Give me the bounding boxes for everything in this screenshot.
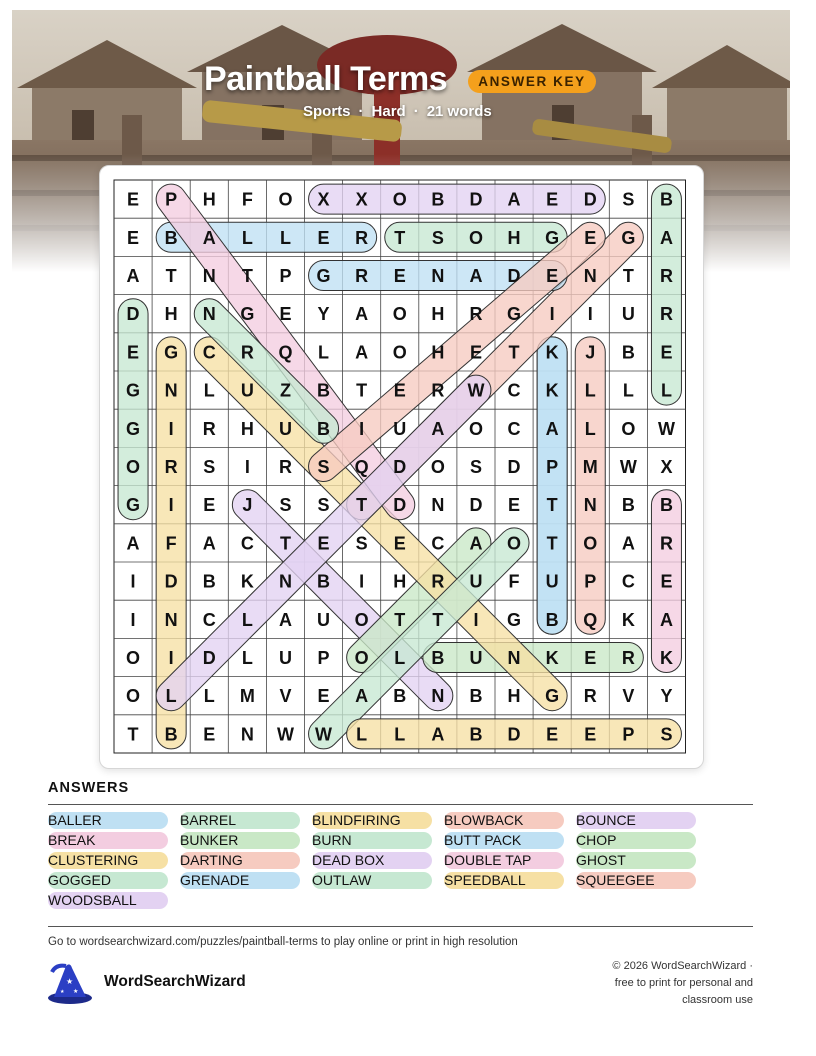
grid-letter: D: [507, 457, 521, 477]
grid-letter: P: [165, 189, 178, 210]
grid-letter: K: [659, 648, 673, 668]
brand-name: WordSearchWizard: [104, 973, 246, 990]
grid-letter: H: [164, 304, 178, 325]
grid-letter: G: [316, 266, 331, 286]
answer-word: BUTT PACK: [444, 832, 564, 849]
grid-letter: T: [241, 266, 253, 286]
grid-letter: L: [584, 380, 596, 401]
grid-letter: N: [507, 648, 521, 668]
grid-letter: B: [469, 724, 483, 745]
grid-letter: D: [202, 648, 216, 668]
grid-letter: L: [279, 227, 291, 248]
grid-letter: R: [355, 227, 369, 248]
grid-letter: R: [659, 304, 673, 325]
grid-letter: O: [468, 227, 483, 248]
grid-letter: E: [546, 189, 559, 210]
grid-letter: R: [431, 380, 445, 401]
grid-letter: L: [394, 724, 406, 745]
grid-letter: O: [278, 189, 293, 210]
grid-letter: P: [546, 457, 559, 477]
grid-letter: B: [621, 495, 635, 516]
grid-letter: B: [431, 189, 445, 210]
grid-letter: K: [545, 380, 559, 401]
grid-letter: U: [317, 609, 331, 630]
difficulty-label: Hard: [371, 103, 406, 120]
grid-letter: I: [168, 648, 174, 668]
grid-letter: I: [168, 495, 174, 516]
grid-letter: B: [393, 686, 407, 707]
grid-letter: I: [130, 609, 136, 630]
grid-letter: T: [394, 609, 406, 630]
grid-letter: G: [126, 418, 141, 439]
grid-letter: A: [126, 266, 140, 286]
grid-letter: D: [507, 724, 521, 745]
grid-letter: P: [279, 266, 292, 286]
grid-letter: W: [467, 380, 485, 401]
grid-letter: L: [584, 418, 596, 439]
grid-letter: U: [278, 418, 292, 439]
answer-word: BALLER: [48, 812, 168, 829]
grid-letter: L: [241, 609, 253, 630]
grid-letter: F: [241, 189, 253, 210]
license-line-1: free to print for personal and: [614, 977, 753, 989]
answer-word: CLUSTERING: [48, 852, 168, 869]
grid-letter: X: [355, 189, 368, 210]
answer-word: DEAD BOX: [312, 852, 432, 869]
grid-letter: W: [276, 724, 294, 745]
grid-letter: R: [583, 686, 597, 707]
grid-letter: T: [279, 533, 291, 554]
grid-letter: U: [240, 380, 254, 401]
grid-letter: E: [317, 533, 330, 554]
meta-separator: ·: [358, 103, 364, 120]
grid-letter: E: [393, 380, 406, 401]
grid-letter: K: [240, 571, 254, 592]
grid-letter: B: [202, 571, 216, 592]
license-line-2: classroom use: [682, 994, 753, 1006]
grid-letter: B: [431, 648, 445, 668]
grid-letter: A: [621, 533, 635, 554]
grid-letter: O: [354, 609, 369, 630]
grid-letter: G: [507, 304, 522, 325]
grid-letter: R: [659, 266, 673, 286]
answer-word: BOUNCE: [576, 812, 696, 829]
grid-letter: O: [468, 418, 483, 439]
grid-letter: O: [354, 648, 369, 668]
grid-letter: T: [622, 266, 634, 286]
grid-letter: G: [545, 227, 560, 248]
answer-word: CHOP: [576, 832, 696, 849]
grid-letter: A: [431, 724, 445, 745]
grid-letter: E: [279, 304, 292, 325]
grid-letter: T: [356, 380, 368, 401]
grid-letter: T: [546, 533, 558, 554]
grid-letter: U: [621, 304, 635, 325]
grid-letter: G: [545, 686, 560, 707]
answer-word: GOGGED: [48, 872, 168, 889]
answer-word: BLOWBACK: [444, 812, 564, 829]
grid-letter: Y: [317, 304, 330, 325]
copyright-notice: [553, 958, 753, 1009]
highlight-gogged: [118, 299, 148, 520]
grid-letter: S: [317, 495, 330, 516]
grid-letter: E: [469, 342, 482, 363]
grid-letter: I: [549, 304, 555, 325]
grid-letter: D: [393, 495, 407, 516]
grid-letter: D: [393, 457, 407, 477]
category-label: Sports: [303, 103, 351, 120]
grid-letter: P: [317, 648, 330, 668]
grid-letter: O: [126, 648, 141, 668]
svg-text:★: ★: [66, 977, 74, 986]
grid-letter: K: [545, 648, 559, 668]
grid-letter: H: [240, 418, 254, 439]
grid-letter: I: [359, 571, 365, 592]
grid-letter: N: [583, 266, 597, 286]
grid-letter: N: [240, 724, 254, 745]
grid-letter: V: [279, 686, 292, 707]
answer-key-badge: ANSWER KEY: [468, 70, 596, 93]
grid-letter: E: [660, 571, 673, 592]
grid-letter: N: [202, 266, 216, 286]
grid-letter: O: [126, 686, 141, 707]
grid-letter: E: [393, 533, 406, 554]
grid-letter: L: [318, 342, 330, 363]
grid-letter: E: [127, 227, 140, 248]
grid-letter: I: [587, 304, 593, 325]
grid-letter: L: [356, 724, 368, 745]
grid-letter: A: [202, 227, 216, 248]
grid-letter: L: [203, 686, 215, 707]
grid-letter: J: [242, 495, 253, 516]
grid-letter: B: [317, 380, 331, 401]
grid-letter: T: [508, 342, 520, 363]
highlight-dead-box: [309, 184, 606, 214]
grid-letter: L: [203, 380, 215, 401]
grid-letter: G: [126, 380, 141, 401]
answer-word: BURN: [312, 832, 432, 849]
grid-letter: E: [546, 724, 559, 745]
grid-letter: U: [545, 571, 559, 592]
grid-letter: A: [202, 533, 216, 554]
grid-letter: A: [659, 227, 673, 248]
grid-letter: S: [355, 533, 368, 554]
grid-letter: A: [355, 686, 369, 707]
grid-letter: Q: [278, 342, 293, 363]
grid-letter: T: [432, 609, 444, 630]
grid-letter: F: [165, 533, 177, 554]
grid-letter: U: [393, 418, 407, 439]
grid-letter: I: [244, 457, 250, 477]
grid-letter: N: [278, 571, 292, 592]
answers-divider: [48, 804, 753, 805]
grid-letter: E: [317, 686, 330, 707]
grid-letter: L: [622, 380, 634, 401]
grid-letter: T: [546, 495, 558, 516]
answer-word: BREAK: [48, 832, 168, 849]
grid-letter: H: [393, 571, 407, 592]
grid-letter: B: [659, 495, 673, 516]
grid-letter: B: [317, 418, 331, 439]
grid-letter: B: [659, 189, 673, 210]
answer-word: DARTING: [180, 852, 300, 869]
grid-letter: Z: [279, 380, 291, 401]
grid-letter: S: [622, 189, 635, 210]
grid-letter: E: [203, 724, 216, 745]
grid-letter: O: [621, 418, 636, 439]
grid-letter: A: [278, 609, 292, 630]
grid-letter: I: [130, 571, 136, 592]
grid-letter: H: [431, 304, 445, 325]
grid-letter: E: [508, 495, 521, 516]
highlight-barrel: [651, 184, 681, 405]
grid-letter: S: [469, 457, 482, 477]
grid-letter: W: [315, 724, 333, 745]
grid-letter: C: [202, 342, 216, 363]
grid-letter: E: [660, 342, 673, 363]
grid-letter: R: [431, 571, 445, 592]
letter-grid: [100, 166, 703, 768]
grid-letter: O: [392, 189, 407, 210]
grid-letter: D: [164, 571, 178, 592]
grid-letter: T: [394, 227, 406, 248]
grid-letter: R: [469, 304, 483, 325]
grid-letter: A: [126, 533, 140, 554]
grid-letter: B: [317, 571, 331, 592]
grid-letter: G: [126, 495, 141, 516]
grid-letter: M: [582, 457, 598, 477]
grid-letter: A: [469, 533, 483, 554]
grid-letter: G: [240, 304, 255, 325]
grid-letter: K: [621, 609, 635, 630]
grid-letter: O: [392, 342, 407, 363]
grid-letter: D: [583, 189, 597, 210]
grid-letter: A: [659, 609, 673, 630]
grid-letter: S: [660, 724, 673, 745]
grid-letter: L: [165, 686, 177, 707]
grid-letter: L: [660, 380, 672, 401]
answer-word: BARREL: [180, 812, 300, 829]
grid-letter: W: [619, 457, 637, 477]
grid-letter: G: [621, 227, 636, 248]
grid-letter: C: [202, 609, 216, 630]
grid-letter: A: [507, 189, 521, 210]
grid-letter: Q: [354, 457, 369, 477]
grid-letter: O: [126, 457, 141, 477]
grid-letter: R: [621, 648, 635, 668]
grid-letter: U: [469, 648, 483, 668]
grid-letter: O: [430, 457, 445, 477]
grid-letter: U: [469, 571, 483, 592]
grid-letter: E: [584, 648, 597, 668]
footer-divider: [48, 926, 753, 927]
grid-letter: L: [241, 227, 253, 248]
grid-letter: D: [126, 304, 140, 325]
copyright-line: © 2026 WordSearchWizard ·: [612, 960, 753, 972]
grid-letter: R: [202, 418, 216, 439]
answer-word: BLINDFIRING: [312, 812, 432, 829]
grid-letter: O: [507, 533, 522, 554]
grid-letter: Y: [660, 686, 673, 707]
puzzle-card: [99, 165, 704, 769]
grid-letter: E: [546, 266, 559, 286]
puzzle-meta: [303, 103, 492, 120]
wizard-hat-icon: [46, 962, 94, 1006]
grid-letter: S: [279, 495, 292, 516]
grid-letter: C: [240, 533, 254, 554]
grid-letter: A: [545, 418, 559, 439]
grid-letter: N: [202, 304, 216, 325]
grid-letter: D: [469, 189, 483, 210]
answer-word-list: [48, 812, 748, 912]
grid-letter: G: [164, 342, 179, 363]
grid-letter: I: [359, 418, 365, 439]
grid-letter: C: [507, 418, 521, 439]
answer-word: OUTLAW: [312, 872, 432, 889]
grid-letter: K: [545, 342, 559, 363]
grid-letter: T: [127, 724, 139, 745]
grid-letter: L: [241, 648, 253, 668]
grid-letter: P: [584, 571, 597, 592]
answers-heading: ANSWERS: [48, 780, 130, 796]
grid-letter: L: [394, 648, 406, 668]
grid-letter: D: [469, 495, 483, 516]
grid-letter: V: [622, 686, 635, 707]
grid-letter: J: [585, 342, 596, 363]
grid-letter: C: [507, 380, 521, 401]
grid-letter: T: [356, 495, 368, 516]
svg-text:★: ★: [73, 988, 79, 995]
grid-letter: B: [164, 724, 178, 745]
grid-letter: C: [621, 571, 635, 592]
grid-letter: A: [355, 342, 369, 363]
grid-letter: N: [431, 495, 445, 516]
grid-letter: H: [507, 686, 521, 707]
grid-letter: S: [203, 457, 216, 477]
grid-letter: W: [657, 418, 675, 439]
puzzle-title: Paintball Terms: [204, 60, 448, 98]
grid-letter: I: [473, 609, 479, 630]
answer-word: GRENADE: [180, 872, 300, 889]
grid-letter: E: [317, 227, 330, 248]
answer-word: SQUEEGEE: [576, 872, 696, 889]
grid-letter: O: [583, 533, 598, 554]
grid-letter: E: [584, 227, 597, 248]
grid-letter: H: [431, 342, 445, 363]
footer-url-text: Go to wordsearchwizard.com/puzzles/paintball-terms to play online or print in high resolution: [48, 936, 518, 948]
grid-letter: B: [621, 342, 635, 363]
grid-letter: E: [584, 724, 597, 745]
grid-letter: N: [164, 609, 178, 630]
grid-letter: N: [164, 380, 178, 401]
grid-letter: A: [431, 418, 445, 439]
grid-letter: A: [355, 304, 369, 325]
answer-word: BUNKER: [180, 832, 300, 849]
answer-word: GHOST: [576, 852, 696, 869]
grid-letter: E: [203, 495, 216, 516]
grid-letter: X: [660, 457, 673, 477]
grid-letter: R: [240, 342, 254, 363]
grid-letter: S: [317, 457, 330, 477]
svg-text:★: ★: [60, 989, 65, 995]
grid-letter: B: [469, 686, 483, 707]
grid-letter: E: [393, 266, 406, 286]
grid-letter: P: [622, 724, 635, 745]
grid-letter: H: [202, 189, 216, 210]
answer-word: DOUBLE TAP: [444, 852, 564, 869]
grid-letter: N: [431, 686, 445, 707]
grid-letter: S: [431, 227, 444, 248]
grid-letter: M: [239, 686, 255, 707]
grid-letter: C: [431, 533, 445, 554]
grid-letter: F: [508, 571, 520, 592]
grid-letter: Q: [583, 609, 598, 630]
grid-letter: B: [545, 609, 559, 630]
grid-letter: X: [317, 189, 330, 210]
grid-letter: R: [278, 457, 292, 477]
grid-letter: H: [507, 227, 521, 248]
grid-letter: U: [278, 648, 292, 668]
answer-word: WOODSBALL: [48, 892, 168, 909]
grid-letter: E: [127, 189, 140, 210]
grid-letter: R: [164, 457, 178, 477]
meta-separator: ·: [413, 103, 419, 120]
grid-letter: A: [469, 266, 483, 286]
grid-letter: I: [168, 418, 174, 439]
grid-letter: E: [127, 342, 140, 363]
grid-letter: R: [355, 266, 369, 286]
answer-word: SPEEDBALL: [444, 872, 564, 889]
grid-letter: N: [431, 266, 445, 286]
grid-letter: G: [507, 609, 522, 630]
grid-letter: D: [507, 266, 521, 286]
grid-letter: N: [583, 495, 597, 516]
grid-letter: T: [165, 266, 177, 286]
grid-letter: R: [659, 533, 673, 554]
grid-letter: O: [392, 304, 407, 325]
word-count-label: 21 words: [426, 103, 492, 120]
grid-letter: B: [164, 227, 178, 248]
